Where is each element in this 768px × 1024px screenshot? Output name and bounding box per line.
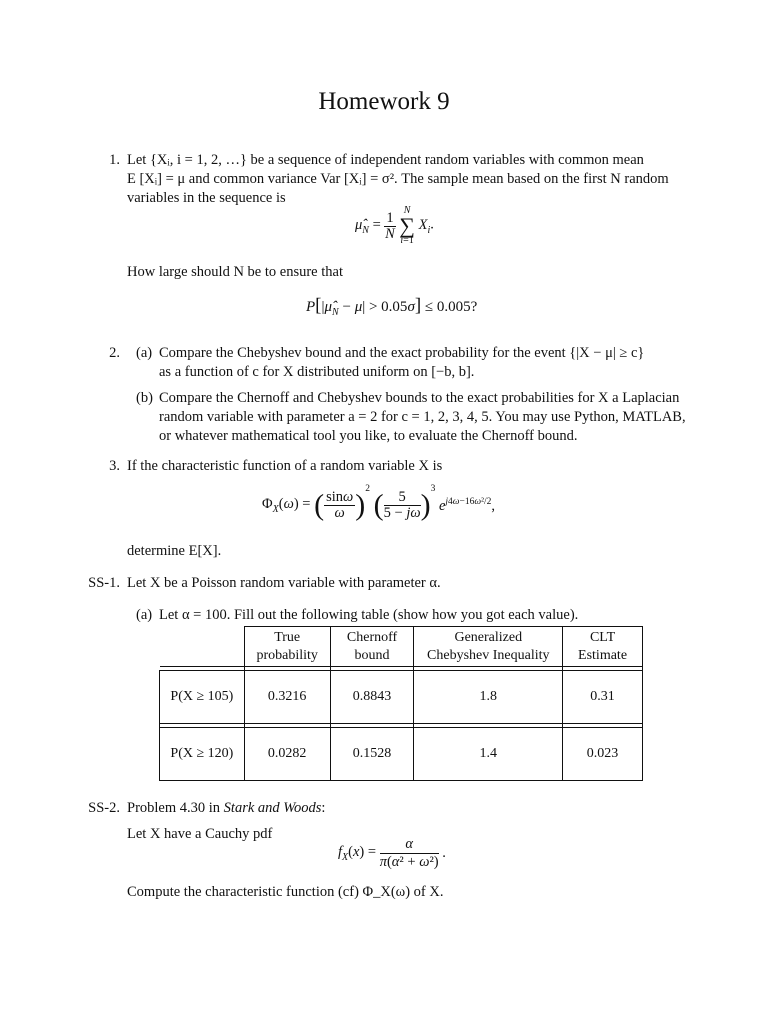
table-cell: 0.1528: [330, 728, 414, 781]
table-row: [160, 671, 643, 724]
problem-2b-line-2: random variable with parameter a = 2 for c = 1, 2, 3, 4, 5. You may use Python, MATLAB,: [159, 409, 686, 425]
problem-1-question: How large should N be to ensure that: [127, 264, 343, 280]
problem-ss1-line-1: Let X be a Poisson random variable with parameter α.: [127, 575, 441, 591]
characteristic-function-equation: $\Phi_X(\omega)$ = ( $\frac{\sin\omega}{\omega}$ )$^2$ ( $\frac{5}{5 - j\omega}$ )$^3$ $e^{j4\omega-16\omega^2/2}$,: [262, 484, 495, 522]
page-title: Homework 9: [318, 88, 450, 115]
table-header-row: [160, 627, 643, 667]
table-cell: 0.8843: [330, 671, 414, 724]
problem-ss2-line-2: Let X have a Cauchy pdf: [127, 826, 273, 842]
probability-condition-equation: $P[|\mû_N - \mu| > 0.05\sigma] \le 0.005$?: [306, 295, 478, 318]
problem-2-number: 2.: [109, 345, 120, 361]
table-cell: 0.31: [563, 671, 643, 724]
problem-ss2-line-3: Compute the characteristic function (cf) Φ_X(ω) of X.: [127, 884, 444, 900]
table-header-cell: Generalized Chebyshev Inequality: [414, 627, 563, 667]
problem-3-line-2: determine E[X].: [127, 543, 222, 559]
table-cell: 0.3216: [244, 671, 330, 724]
problem-3-line-1: If the characteristic function of a random variable X is: [127, 458, 443, 474]
table-cell: 1.4: [414, 728, 563, 781]
sample-mean-equation: $\mû_N$ = $\frac{1}{N}$ N ∑ i=1 $X_i$.: [355, 205, 434, 246]
table-header-cell: True probability: [244, 627, 330, 667]
table-cell: 0.023: [563, 728, 643, 781]
table-cell: 0.0282: [244, 728, 330, 781]
problem-2a-line-2: as a function of c for X distributed uniform on [−b, b].: [159, 364, 475, 380]
problem-2b-line-3: or whatever mathematical tool you like, to evaluate the Chernoff bound.: [159, 428, 578, 444]
problem-2a-label: (a): [136, 345, 153, 361]
problem-1-line-2: E [Xᵢ] = μ and common variance Var [Xᵢ] = σ². The sample mean based on the first N random: [127, 171, 669, 187]
cauchy-pdf-equation: $f_X(x)$ = $\frac{\alpha}{\text{π(α² + ω²)}}$ .: [338, 836, 446, 870]
table-header-cell: Chernoff bound: [330, 627, 414, 667]
problem-3-number: 3.: [109, 458, 120, 474]
problem-ss1-number: SS-1.: [88, 575, 120, 591]
table-cell: 1.8: [414, 671, 563, 724]
problem-1-number: 1.: [109, 152, 120, 168]
table-corner-cell: [160, 627, 245, 667]
problem-2b-label: (b): [136, 390, 153, 406]
problem-1-line-3: variables in the sequence is: [127, 190, 286, 206]
problem-1-line-1: Let {Xᵢ, i = 1, 2, …} be a sequence of independent random variables with common mean: [127, 152, 644, 168]
table-row-label: P(X ≥ 120): [160, 728, 245, 781]
table-row-label: P(X ≥ 105): [160, 671, 245, 724]
book-title: Stark and Woods: [223, 800, 322, 816]
problem-ss2-number: SS-2.: [88, 800, 120, 816]
results-table: [159, 626, 643, 781]
problem-ss1a-label: (a): [136, 607, 153, 623]
problem-ss1a-line-1: Let α = 100. Fill out the following table (show how you got each value).: [159, 607, 579, 623]
problem-ss2-line-1: Problem 4.30 in Stark and Woods:: [127, 800, 326, 816]
problem-2b-line-1: Compare the Chernoff and Chebyshev bounds to the exact probabilities for X a Laplacian: [159, 390, 680, 406]
table-header-cell: CLT Estimate: [563, 627, 643, 667]
problem-2a-line-1: Compare the Chebyshev bound and the exact probability for the event {|X − μ| ≥ c}: [159, 345, 645, 361]
table-row: [160, 728, 643, 781]
